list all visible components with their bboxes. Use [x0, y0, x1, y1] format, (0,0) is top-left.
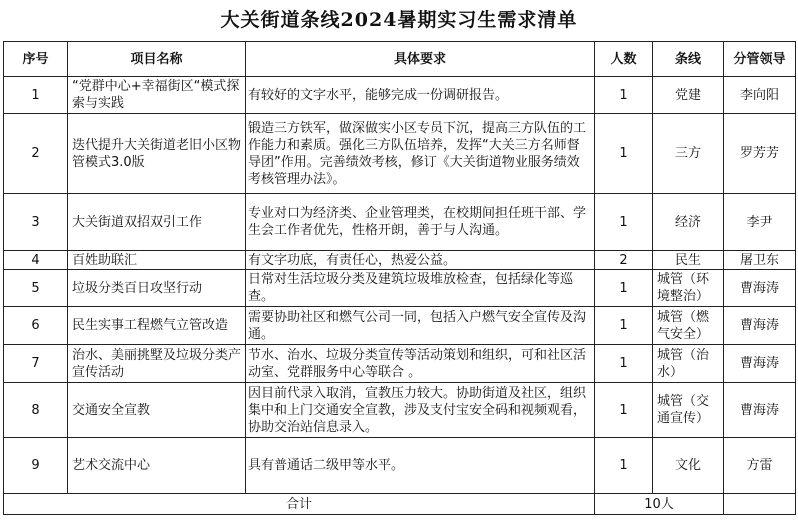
cell-leader: 曹海涛: [724, 345, 796, 383]
cell-count: 2: [595, 251, 653, 270]
cell-name: 交通安全宣教: [68, 383, 246, 438]
col-header-line: 条线: [653, 42, 724, 77]
cell-no: 8: [4, 383, 68, 438]
cell-line: 民生: [653, 251, 724, 270]
cell-req: 需要协助社区和燃气公司一同，包括入户燃气安全宣传及沟通。: [246, 307, 595, 345]
cell-leader: 屠卫东: [724, 251, 796, 270]
cell-count: 1: [595, 77, 653, 114]
cell-req: 日常对生活垃圾分类及建筑垃圾堆放检查，包括绿化等巡查。: [246, 270, 595, 307]
cell-no: 7: [4, 345, 68, 383]
cell-count: 1: [595, 438, 653, 494]
cell-no: 1: [4, 77, 68, 114]
cell-count: 1: [595, 114, 653, 194]
cell-req: 有较好的文字水平，能够完成一份调研报告。: [246, 77, 595, 114]
cell-no: 5: [4, 270, 68, 307]
cell-req: 因目前代录入取消，宣教压力较大。协助街道及社区，组织集中和上门交通安全宣教，涉及支付宝安全码和视频观看，协助交治站信息录入。: [246, 383, 595, 438]
cell-no: 3: [4, 194, 68, 251]
cell-no: 6: [4, 307, 68, 345]
table-row: [4, 77, 796, 114]
page-title: 大关街道条线2024暑期实习生需求清单: [220, 9, 578, 31]
total-row: [4, 494, 796, 515]
cell-line: 城管（治水）: [653, 345, 724, 383]
cell-count: 1: [595, 345, 653, 383]
cell-leader: 曹海涛: [724, 270, 796, 307]
table-row: [4, 307, 796, 345]
cell-leader: 方雷: [724, 438, 796, 494]
table-row: [4, 251, 796, 270]
col-header-name: 项目名称: [68, 42, 246, 77]
cell-name: 治水、美丽挑墅及垃圾分类产宣传活动: [68, 345, 246, 383]
cell-name: 民生实事工程燃气立管改造: [68, 307, 246, 345]
cell-leader: 曹海涛: [724, 383, 796, 438]
col-header-no: 序号: [4, 42, 68, 77]
cell-leader: 罗芳芳: [724, 114, 796, 194]
cell-req: 专业对口为经济类、企业管理类，在校期间担任班干部、学生会工作者优先，性格开朗，善于与人沟通。: [246, 194, 595, 251]
cell-name: 垃圾分类百日攻坚行动: [68, 270, 246, 307]
cell-count: 1: [595, 307, 653, 345]
requirements-table: [3, 41, 796, 515]
cell-no: 2: [4, 114, 68, 194]
total-empty-cell: [724, 494, 796, 515]
cell-leader: 李尹: [724, 194, 796, 251]
cell-count: 1: [595, 194, 653, 251]
cell-name: 百姓助联汇: [68, 251, 246, 270]
cell-name: 迭代提升大关街道老旧小区物管模式3.0版: [68, 114, 246, 194]
total-label: 合计: [4, 494, 595, 515]
cell-count: 1: [595, 270, 653, 307]
cell-line: 党建: [653, 77, 724, 114]
cell-req: 有文字功底，有责任心，热爱公益。: [246, 251, 595, 270]
cell-req: 锻造三方铁军，做深做实小区专员下沉，提高三方队伍的工作能力和素质。强化三方队伍培养，发挥“大关三方名师督导团”作用。完善绩效考核，修订《大关街道物业服务绩效考核管理办法》。: [246, 114, 595, 194]
cell-leader: 李向阳: [724, 77, 796, 114]
cell-leader: 曹海涛: [724, 307, 796, 345]
col-header-leader: 分管领导: [724, 42, 796, 77]
cell-count: 1: [595, 383, 653, 438]
cell-name: 艺术交流中心: [68, 438, 246, 494]
cell-line: 经济: [653, 194, 724, 251]
table-row: [4, 345, 796, 383]
table-row: [4, 194, 796, 251]
cell-no: 9: [4, 438, 68, 494]
cell-name: “党群中心+幸福街区“模式探索与实践: [68, 77, 246, 114]
cell-req: 节水、治水、垃圾分类宣传等活动策划和组织，可和社区活动室、党群服务中心等联合 。: [246, 345, 595, 383]
cell-line: 城管（交通宣传）: [653, 383, 724, 438]
cell-no: 4: [4, 251, 68, 270]
table-row: [4, 270, 796, 307]
table-header-row: [4, 42, 796, 77]
cell-name: 大关街道双招双引工作: [68, 194, 246, 251]
cell-req: 具有普通话二级甲等水平。: [246, 438, 595, 494]
table-row: [4, 438, 796, 494]
cell-line: 三方: [653, 114, 724, 194]
cell-line: 文化: [653, 438, 724, 494]
cell-line: 城管（燃气安全）: [653, 307, 724, 345]
total-count: 10人: [595, 494, 724, 515]
table-row: [4, 114, 796, 194]
cell-line: 城管（环境整治）: [653, 270, 724, 307]
col-header-count: 人数: [595, 42, 653, 77]
table-row: [4, 383, 796, 438]
col-header-req: 具体要求: [246, 42, 595, 77]
